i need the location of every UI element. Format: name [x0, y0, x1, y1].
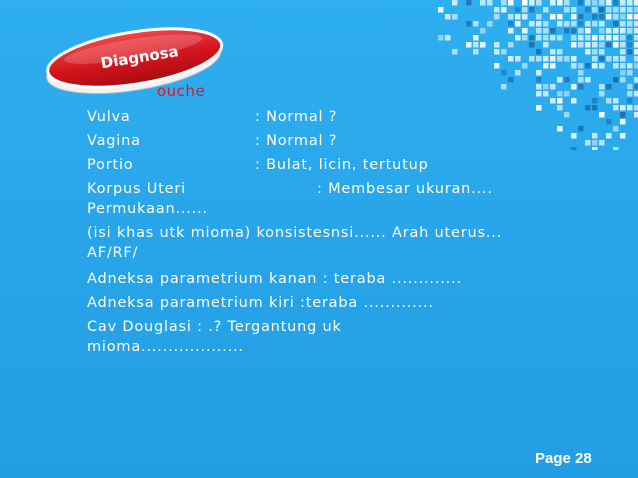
mosaic-pixel: [634, 105, 638, 111]
mosaic-pixel: [627, 105, 633, 111]
mosaic-pixel: [515, 56, 521, 62]
mosaic-pixel: [508, 28, 514, 34]
mosaic-pixel: [571, 28, 577, 34]
diagnosa-label: Diagnosa: [99, 42, 180, 73]
mosaic-pixel: [578, 35, 584, 41]
mosaic-pixel: [508, 42, 514, 48]
mosaic-pixel: [571, 63, 577, 69]
mosaic-pixel: [592, 0, 598, 6]
exam-row-label: Vulva: [87, 109, 131, 125]
mosaic-pixel: [529, 7, 535, 13]
mosaic-pixel: [550, 98, 556, 104]
mosaic-pixel: [501, 49, 507, 55]
mosaic-pixel: [599, 112, 605, 118]
mosaic-pixel: [599, 140, 605, 146]
mosaic-pixel: [557, 14, 563, 20]
mosaic-pixel: [480, 42, 486, 48]
mosaic-pixel: [599, 49, 605, 55]
mosaic-pixel: [627, 28, 633, 34]
mosaic-pixel: [578, 21, 584, 27]
mosaic-pixel: [620, 21, 626, 27]
mosaic-pixel: [613, 56, 619, 62]
mosaic-pixel: [515, 14, 521, 20]
mosaic-pixel: [515, 21, 521, 27]
mosaic-pixel: [550, 14, 556, 20]
mosaic-pixel: [508, 14, 514, 20]
mosaic-pixel: [613, 147, 619, 150]
mosaic-pixel: [592, 42, 598, 48]
mosaic-pixel: [599, 42, 605, 48]
mosaic-pixel: [634, 28, 638, 34]
mosaic-pixel: [529, 21, 535, 27]
adneksa-kanan: Adneksa parametrium kanan : teraba .............: [87, 271, 462, 287]
exam-content: [87, 107, 587, 363]
mosaic-pixel: [557, 21, 563, 27]
mosaic-pixel: [445, 35, 451, 41]
mosaic-pixel: [571, 7, 577, 13]
mosaic-pixel: [466, 0, 472, 6]
mosaic-pixel: [466, 42, 472, 48]
mosaic-pixel: [522, 28, 528, 34]
mosaic-pixel: [564, 56, 570, 62]
korpus-continuation: Permukaan......: [87, 201, 208, 217]
mosaic-pixel: [543, 91, 549, 97]
cav-line2: mioma...................: [87, 339, 244, 355]
mosaic-pixel: [487, 0, 493, 6]
mosaic-pixel: [627, 91, 633, 97]
mosaic-pixel: [494, 14, 500, 20]
mosaic-pixel: [585, 0, 591, 6]
mosaic-pixel: [571, 98, 577, 104]
mosaic-pixel: [543, 28, 549, 34]
mosaic-pixel: [578, 63, 584, 69]
page-number: Page 28: [535, 450, 592, 467]
mosaic-pixel: [564, 91, 570, 97]
mosaic-pixel: [613, 28, 619, 34]
mosaic-pixel: [501, 70, 507, 76]
mosaic-pixel: [606, 0, 612, 6]
cav-line1: Cav Douglasi : .? Tergantung uk: [87, 319, 342, 335]
mosaic-pixel: [543, 7, 549, 13]
mosaic-pixel: [571, 14, 577, 20]
mosaic-pixel: [522, 63, 528, 69]
mosaic-pixel: [501, 0, 507, 6]
mosaic-pixel: [487, 21, 493, 27]
mosaic-pixel: [606, 42, 612, 48]
mosaic-pixel: [592, 56, 598, 62]
mosaic-pixel: [599, 63, 605, 69]
mosaic-pixel: [550, 28, 556, 34]
mosaic-pixel: [571, 42, 577, 48]
korpus-value: : Membesar ukuran....: [317, 181, 493, 197]
mosaic-pixel: [578, 84, 584, 90]
mosaic-pixel: [620, 105, 626, 111]
mosaic-pixel: [592, 21, 598, 27]
mosaic-pixel: [564, 77, 570, 83]
mosaic-pixel: [508, 21, 514, 27]
mosaic-pixel: [585, 7, 591, 13]
mosaic-pixel: [550, 63, 556, 69]
exam-row-portio: [87, 155, 587, 175]
mosaic-pixel: [501, 84, 507, 90]
mosaic-pixel: [578, 42, 584, 48]
mosaic-pixel: [473, 42, 479, 48]
mosaic-pixel: [494, 49, 500, 55]
mosaic-pixel: [613, 7, 619, 13]
mosaic-pixel: [613, 63, 619, 69]
mosaic-pixel: [494, 63, 500, 69]
mosaic-pixel: [627, 63, 633, 69]
mosaic-pixel: [536, 21, 542, 27]
exam-row-value: : Normal ?: [255, 133, 338, 149]
mosaic-pixel: [585, 21, 591, 27]
mosaic-pixel: [634, 91, 638, 97]
mosaic-pixel: [550, 35, 556, 41]
mosaic-pixel: [557, 49, 563, 55]
mosaic-pixel: [557, 98, 563, 104]
mosaic-pixel: [634, 7, 638, 13]
mosaic-pixel: [452, 0, 458, 6]
mosaic-pixel: [508, 56, 514, 62]
mosaic-pixel: [634, 63, 638, 69]
mosaic-pixel: [585, 35, 591, 41]
mosaic-pixel: [620, 112, 626, 118]
mosaic-pixel: [627, 0, 633, 6]
mosaic-pixel: [620, 7, 626, 13]
mosaic-pixel: [599, 14, 605, 20]
mosaic-pixel: [438, 35, 444, 41]
mosaic-pixel: [627, 70, 633, 76]
mosaic-pixel: [522, 0, 528, 6]
mosaic-pixel: [620, 133, 626, 139]
mosaic-pixel: [620, 49, 626, 55]
mosaic-pixel: [578, 70, 584, 76]
mosaic-pixel: [557, 77, 563, 83]
mosaic-pixel: [634, 21, 638, 27]
mosaic-pixel: [452, 49, 458, 55]
mosaic-pixel: [627, 7, 633, 13]
mosaic-pixel: [473, 35, 479, 41]
exam-row-vulva: [87, 107, 587, 127]
mosaic-pixel: [613, 14, 619, 20]
mosaic-pixel: [606, 119, 612, 125]
mosaic-pixel: [620, 56, 626, 62]
korpus-uteri-row: [87, 179, 587, 219]
mosaic-pixel: [501, 7, 507, 13]
mosaic-pixel: [634, 77, 638, 83]
mosaic-pixel: [599, 28, 605, 34]
mosaic-pixel: [613, 126, 619, 132]
mosaic-pixel: [543, 35, 549, 41]
mosaic-pixel: [606, 35, 612, 41]
mosaic-pixel: [627, 21, 633, 27]
mosaic-pixel: [592, 147, 598, 150]
mosaic-pixel: [543, 21, 549, 27]
header-text-visible: ouche: [157, 82, 206, 100]
mosaic-pixel: [522, 14, 528, 20]
mosaic-pixel: [627, 42, 633, 48]
mosaic-pixel: [620, 35, 626, 41]
mosaic-pixel: [578, 77, 584, 83]
mosaic-pixel: [536, 35, 542, 41]
mosaic-pixel: [536, 14, 542, 20]
mosaic-pixel: [620, 42, 626, 48]
mosaic-pixel: [634, 56, 638, 62]
mosaic-pixel: [550, 0, 556, 6]
mosaic-pixel: [515, 35, 521, 41]
mosaic-pixel: [592, 98, 598, 104]
mosaic-pixel: [592, 35, 598, 41]
mosaic-pixel: [585, 28, 591, 34]
mosaic-pixel: [585, 49, 591, 55]
mosaic-pixel: [564, 21, 570, 27]
mosaic-pixel: [571, 21, 577, 27]
mosaic-pixel: [550, 49, 556, 55]
mosaic-pixel: [578, 28, 584, 34]
mosaic-pixel: [529, 42, 535, 48]
mosaic-pixel: [620, 28, 626, 34]
mioma-note-line2: AF/RF/: [87, 245, 139, 261]
adneksa-kiri: Adneksa parametrium kiri :teraba .............: [87, 295, 434, 311]
mosaic-pixel: [634, 35, 638, 41]
mosaic-pixel: [564, 7, 570, 13]
mosaic-pixel: [571, 56, 577, 62]
mosaic-pixel: [550, 56, 556, 62]
mosaic-pixel: [536, 84, 542, 90]
mosaic-pixel: [508, 77, 514, 83]
mosaic-pixel: [494, 42, 500, 48]
mosaic-pixel: [627, 14, 633, 20]
mosaic-pixel: [473, 21, 479, 27]
mosaic-pixel: [466, 21, 472, 27]
mosaic-pixel: [536, 91, 542, 97]
exam-row-label: Vagina: [87, 133, 141, 149]
mosaic-pixel: [473, 49, 479, 55]
mosaic-pixel: [613, 0, 619, 6]
mosaic-pixel: [613, 21, 619, 27]
mosaic-pixel: [634, 112, 638, 118]
mosaic-pixel: [543, 56, 549, 62]
mosaic-pixel: [620, 70, 626, 76]
mosaic-pixel: [620, 0, 626, 6]
mosaic-pixel: [571, 35, 577, 41]
mosaic-pixel: [480, 28, 486, 34]
mosaic-pixel: [606, 84, 612, 90]
mosaic-pixel: [606, 56, 612, 62]
mosaic-pixel: [585, 42, 591, 48]
mosaic-pixel: [543, 63, 549, 69]
mosaic-pixel: [438, 7, 444, 13]
mosaic-pixel: [536, 77, 542, 83]
mosaic-pixel: [627, 49, 633, 55]
mosaic-pixel: [522, 7, 528, 13]
mosaic-pixel: [620, 63, 626, 69]
exam-row-label: Portio: [87, 157, 134, 173]
mosaic-pixel: [634, 49, 638, 55]
section-header: [58, 82, 205, 100]
mosaic-pixel: [515, 7, 521, 13]
mosaic-pixel: [529, 35, 535, 41]
mosaic-pixel: [557, 91, 563, 97]
mosaic-pixel: [445, 14, 451, 20]
mosaic-pixel: [536, 0, 542, 6]
mosaic-pixel: [606, 98, 612, 104]
mosaic-pixel: [578, 14, 584, 20]
mosaic-pixel: [536, 70, 542, 76]
mosaic-pixel: [529, 56, 535, 62]
mosaic-pixel: [599, 84, 605, 90]
mosaic-pixel: [557, 35, 563, 41]
mosaic-pixel: [599, 91, 605, 97]
mioma-note: [87, 223, 587, 263]
mosaic-pixel: [592, 7, 598, 13]
mosaic-pixel: [606, 133, 612, 139]
mosaic-pixel: [543, 84, 549, 90]
mosaic-pixel: [592, 63, 598, 69]
mosaic-pixel: [515, 70, 521, 76]
mosaic-pixel: [543, 42, 549, 48]
mosaic-pixel: [592, 140, 598, 146]
mosaic-pixel: [634, 42, 638, 48]
mosaic-pixel: [606, 14, 612, 20]
mosaic-pixel: [592, 49, 598, 55]
exam-row-value: : Bulat, licin, tertutup: [255, 157, 429, 173]
mosaic-pixel: [620, 77, 626, 83]
mosaic-pixel: [564, 0, 570, 6]
mosaic-pixel: [494, 7, 500, 13]
mioma-note-line1: (isi khas utk mioma) konsistesnsi...... Arah uterus...: [87, 225, 503, 241]
mosaic-pixel: [613, 42, 619, 48]
mosaic-pixel: [627, 98, 633, 104]
mosaic-pixel: [585, 77, 591, 83]
mosaic-pixel: [634, 14, 638, 20]
mosaic-pixel: [585, 63, 591, 69]
mosaic-pixel: [613, 77, 619, 83]
mosaic-pixel: [529, 0, 535, 6]
mosaic-pixel: [620, 119, 626, 125]
mosaic-pixel: [592, 105, 598, 111]
mosaic-pixel: [599, 0, 605, 6]
mosaic-pixel: [599, 21, 605, 27]
exam-row-vagina: [87, 131, 587, 151]
mosaic-pixel: [599, 35, 605, 41]
exam-row-value: : Normal ?: [255, 109, 338, 125]
mosaic-pixel: [599, 7, 605, 13]
cav-douglasi: [87, 317, 587, 357]
mosaic-pixel: [634, 0, 638, 6]
mosaic-pixel: [627, 35, 633, 41]
mosaic-pixel: [522, 35, 528, 41]
mosaic-pixel: [452, 14, 458, 20]
mosaic-pixel: [536, 49, 542, 55]
mosaic-pixel: [578, 0, 584, 6]
mosaic-pixel: [606, 28, 612, 34]
mosaic-pixel: [613, 98, 619, 104]
mosaic-pixel: [599, 56, 605, 62]
mosaic-pixel: [557, 56, 563, 62]
mosaic-pixel: [620, 14, 626, 20]
mosaic-pixel: [557, 0, 563, 6]
mosaic-pixel: [606, 7, 612, 13]
mosaic-pixel: [592, 14, 598, 20]
mosaic-pixel: [508, 0, 514, 6]
mosaic-pixel: [613, 35, 619, 41]
korpus-label: Korpus Uteri: [87, 181, 186, 197]
mosaic-pixel: [634, 84, 638, 90]
mosaic-pixel: [480, 0, 486, 6]
mosaic-pixel: [536, 56, 542, 62]
mosaic-pixel: [613, 105, 619, 111]
mosaic-pixel: [536, 28, 542, 34]
mosaic-pixel: [592, 133, 598, 139]
mosaic-pixel: [550, 84, 556, 90]
mosaic-pixel: [627, 84, 633, 90]
mosaic-pixel: [564, 28, 570, 34]
mosaic-pixel: [571, 84, 577, 90]
